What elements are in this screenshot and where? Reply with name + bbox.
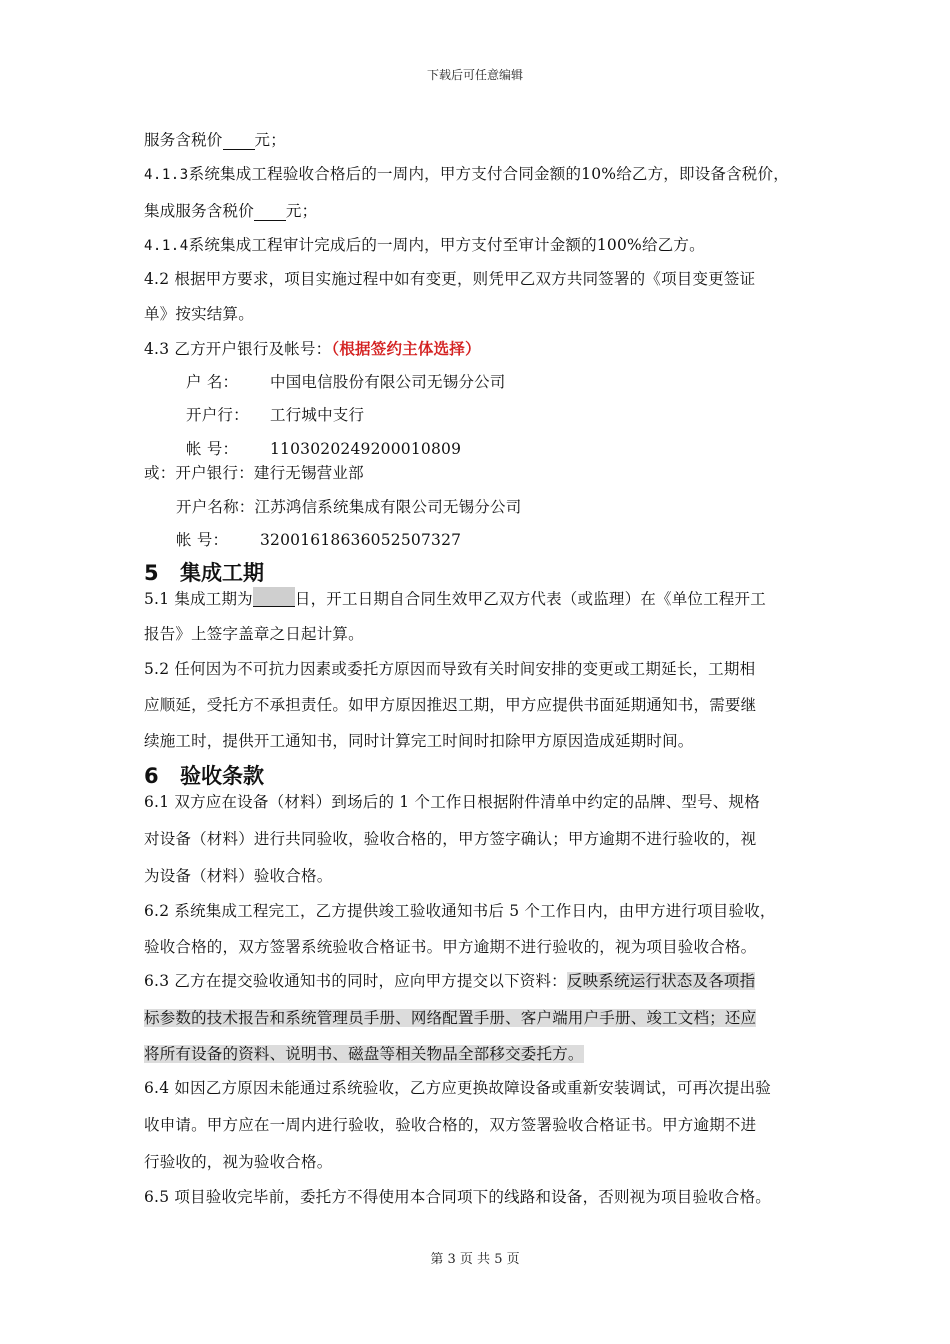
clause-text: 系统集成工程审计完成后的一周内，甲方支付至审计金额的100%给乙方。 (188, 236, 705, 254)
clause-6-1-line1: 6.1 双方应在设备（材料）到场后的 1 个工作日根据附件清单中约定的品牌、型号、规格 (144, 793, 760, 811)
clause-text: 服务含税价 (144, 131, 223, 149)
clause-text: 4.3 乙方开户银行及帐号： (144, 340, 332, 358)
clause-6-4-line1: 6.4 如因乙方原因未能通过系统验收，乙方应更换故障设备或重新安装调试，可再次提出验 (144, 1079, 771, 1097)
section-6-heading (144, 760, 264, 790)
field-value: 工行城中支行 (270, 406, 365, 424)
clause-6-1-line3: 为设备（材料）验收合格。 (144, 867, 333, 885)
clause-4-3 (144, 337, 481, 359)
bank2-account-number (176, 528, 461, 550)
clause-number: 4.1.3 (144, 167, 189, 183)
section-title: 集成工期 (180, 561, 264, 585)
field-value: 中国电信股份有限公司无锡分公司 (270, 373, 506, 391)
clause-4-1-2-tail (144, 128, 286, 150)
highlighted-text: 标参数的技术报告和系统管理员手册、网络配置手册、客户端用户手册、竣工文档；还应 (144, 1009, 757, 1027)
clause-text: 5.1 集成工期为 (144, 590, 253, 608)
clause-6-3-line2 (144, 1006, 756, 1028)
bank1-branch (186, 403, 364, 425)
clause-5-2-line3: 续施工时，提供开工通知书，同时计算完工时间时扣除甲方原因造成延期时间。 (144, 732, 694, 750)
section-number: 6 (144, 764, 159, 788)
selection-note: （根据签约主体选择） (331, 339, 481, 358)
blank-field (223, 131, 255, 150)
bank1-account-number (186, 437, 461, 459)
clause-text: 元； (285, 202, 318, 220)
clause-6-1-line2: 对设备（材料）进行共同验收，验收合格的，甲方签字确认；甲方逾期不进行验收的，视 (144, 830, 757, 848)
clause-6-2-line2: 验收合格的，双方签署系统验收合格证书。甲方逾期不进行验收的，视为项目验收合格。 (144, 938, 757, 956)
field-label: 开户行： (186, 406, 249, 424)
clause-5-2-line1: 5.2 任何因为不可抗力因素或委托方原因而导致有关时间安排的变更或工期延长，工期相 (144, 660, 756, 678)
clause-5-1-line2: 报告》上签字盖章之日起计算。 (144, 625, 364, 643)
section-title: 验收条款 (180, 764, 264, 788)
clause-6-4-line2: 收申请。甲方应在一周内进行验收，验收合格的，双方签署验收合格证书。甲方逾期不进 (144, 1116, 757, 1134)
clause-text: 日，开工日期自合同生效甲乙双方代表（或监理）在《单位工程开工 (294, 590, 766, 608)
clause-6-4-line3: 行验收的，视为验收合格。 (144, 1153, 333, 1171)
field-value: 1103020249200010809 (270, 440, 462, 458)
page-footer: 第 3 页 共 5 页 (430, 1252, 520, 1267)
clause-4-1-3-line1 (144, 162, 789, 184)
clause-6-5-line1: 6.5 项目验收完毕前，委托方不得使用本合同项下的线路和设备，否则视为项目验收合格。 (144, 1188, 771, 1206)
section-5-heading (144, 557, 264, 587)
clause-text: 6.3 乙方在提交验收通知书的同时，应向甲方提交以下资料： (144, 972, 567, 990)
field-label: 帐 号： (176, 531, 229, 549)
clause-4-1-4 (144, 233, 705, 255)
clause-5-1-line1 (144, 587, 766, 609)
highlighted-text: 反映系统运行状态及各项指 (566, 972, 756, 990)
clause-text: 元； (254, 131, 286, 149)
field-value: 32001618636052507327 (260, 531, 462, 549)
bank2-branch: 或：开户银行：建行无锡营业部 (144, 464, 364, 482)
clause-5-2-line2: 应顺延，受托方不承担责任。如甲方原因推迟工期，甲方应提供书面延期通知书，需要继 (144, 696, 757, 714)
bank2-account-name: 开户名称：江苏鸿信系统集成有限公司无锡分公司 (176, 498, 522, 516)
clause-text: 系统集成工程验收合格后的一周内，甲方支付合同金额的10%给乙方，即设备含税价， (188, 165, 789, 183)
clause-6-2-line1: 6.2 系统集成工程完工，乙方提供竣工验收通知书后 5 个工作日内，由甲方进行项目验收， (144, 902, 776, 920)
clause-6-3-line1 (144, 969, 755, 991)
page-header: 下载后可任意编辑 (426, 68, 523, 82)
clause-4-1-3-line2 (144, 199, 317, 221)
blank-field (253, 587, 295, 607)
section-number: 5 (144, 561, 159, 585)
blank-field (254, 202, 286, 221)
field-label: 户 名： (186, 373, 239, 391)
clause-4-2-line1: 4.2 根据甲方要求，项目实施过程中如有变更，则凭甲乙双方共同签署的《项目变更签证 (144, 270, 756, 288)
clause-4-2-line2: 单》按实结算。 (144, 305, 254, 323)
bank1-account-name (186, 370, 506, 392)
clause-6-3-line3 (144, 1042, 584, 1064)
field-label: 帐 号： (186, 440, 239, 458)
clause-number: 4.1.4 (144, 238, 189, 254)
highlighted-text: 将所有设备的资料、说明书、磁盘等相关物品全部移交委托方。 (144, 1045, 584, 1063)
clause-text: 集成服务含税价 (144, 202, 254, 220)
